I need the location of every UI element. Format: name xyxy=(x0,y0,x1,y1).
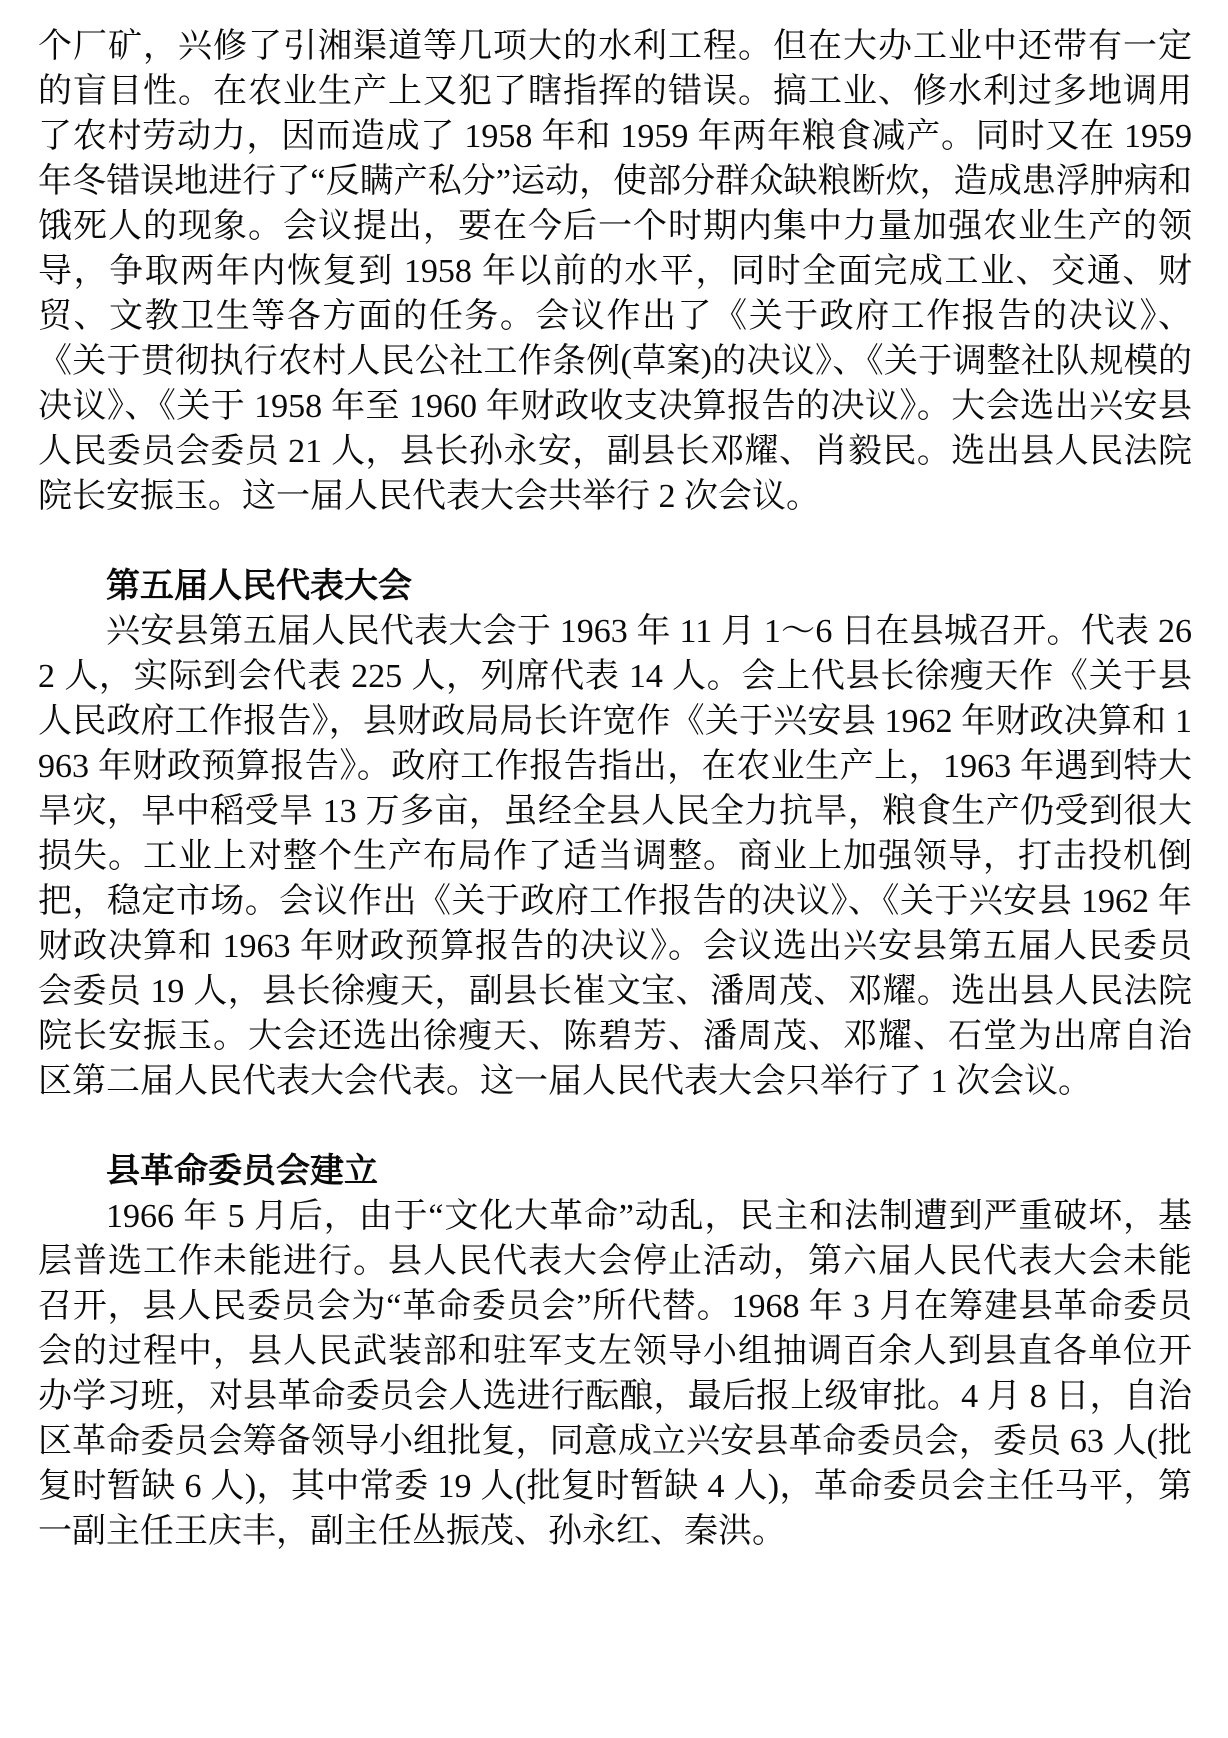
heading-fifth-congress: 第五届人民代表大会 xyxy=(106,568,412,605)
paragraph-revolutionary-committee: 1966 年 5 月后，由于“文化大革命”动乱，民主和法制遭到严重破坏，基层普选工作未能进行。县人民代表大会停止活动，第六届人民代表大会未能召开，县人民委员会为“革命委员会”所代替。1968 年 3 月在筹建县革命委员会的过程中，县人民武装部和驻军支左领导小组抽调百余人到县直各单位开办学习班，对县革命委员会人选进行酝酿，最后报上级审批。4 月 8 日，自治区革命委员会筹备领导小组批复，同意成立兴安县革命委员会，委员 63 人(批复时暂缺 6 人)，其中常委 19 人(批复时暂缺 4 人)，革命委员会主任马平，第一副主任王庆丰，副主任丛振茂、孙永红、秦洪。 xyxy=(38,1198,1192,1550)
paragraph-fifth-congress: 兴安县第五届人民代表大会于 1963 年 11 月 1～6 日在县城召开。代表 262 人，实际到会代表 225 人，列席代表 14 人。会上代县长徐瘦天作《关于县人民政府工作报告》，县财政局局长许宽作《关于兴安县 1962 年财政决算和 1963 年财政预算报告》。政府工作报告指出，在农业生产上，1963 年遇到特大旱灾，早中稻受旱 13 万多亩，虽经全县人民全力抗旱，粮食生产仍受到很大损失。工业上对整个生产布局作了适当调整。商业上加强领导，打击投机倒把，稳定市场。会议作出《关于政府工作报告的决议》、《关于兴安县 1962 年财政决算和 1963 年财政预算报告的决议》。会议选出兴安县第五届人民委员会委员 19 人，县长徐瘦天，副县长崔文宝、潘周茂、邓耀。选出县人民法院院长安振玉。大会还选出徐瘦天、陈碧芳、潘周茂、邓耀、石堂为出席自治区第二届人民代表大会代表。这一届人民代表大会只举行了 1 次会议。 xyxy=(38,613,1192,1100)
paragraph-fourth-congress-continuation: 个厂矿，兴修了引湘渠道等几项大的水利工程。但在大办工业中还带有一定的盲目性。在农业生产上又犯了瞎指挥的错误。搞工业、修水利过多地调用了农村劳动力，因而造成了 1958 年和 1959 年两年粮食减产。同时又在 1959 年冬错误地进行了“反瞒产私分”运动，使部分群众缺粮断炊，造成患浮肿病和饿死人的现象。会议提出，要在今后一个时期内集中力量加强农业生产的领导，争取两年内恢复到 1958 年以前的水平，同时全面完成工业、交通、财贸、文教卫生等各方面的任务。会议作出了《关于政府工作报告的决议》、《关于贯彻执行农村人民公社工作条例(草案)的决议》、《关于调整社队规模的决议》、《关于 1958 年至 1960 年财政收支决算报告的决议》。大会选出兴安县人民委员会委员 21 人，县长孙永安，副县长邓耀、肖毅民。选出县人民法院院长安振玉。这一届人民代表大会共举行 2 次会议。 xyxy=(38,28,1192,515)
heading-revolutionary-committee: 县革命委员会建立 xyxy=(106,1153,378,1190)
